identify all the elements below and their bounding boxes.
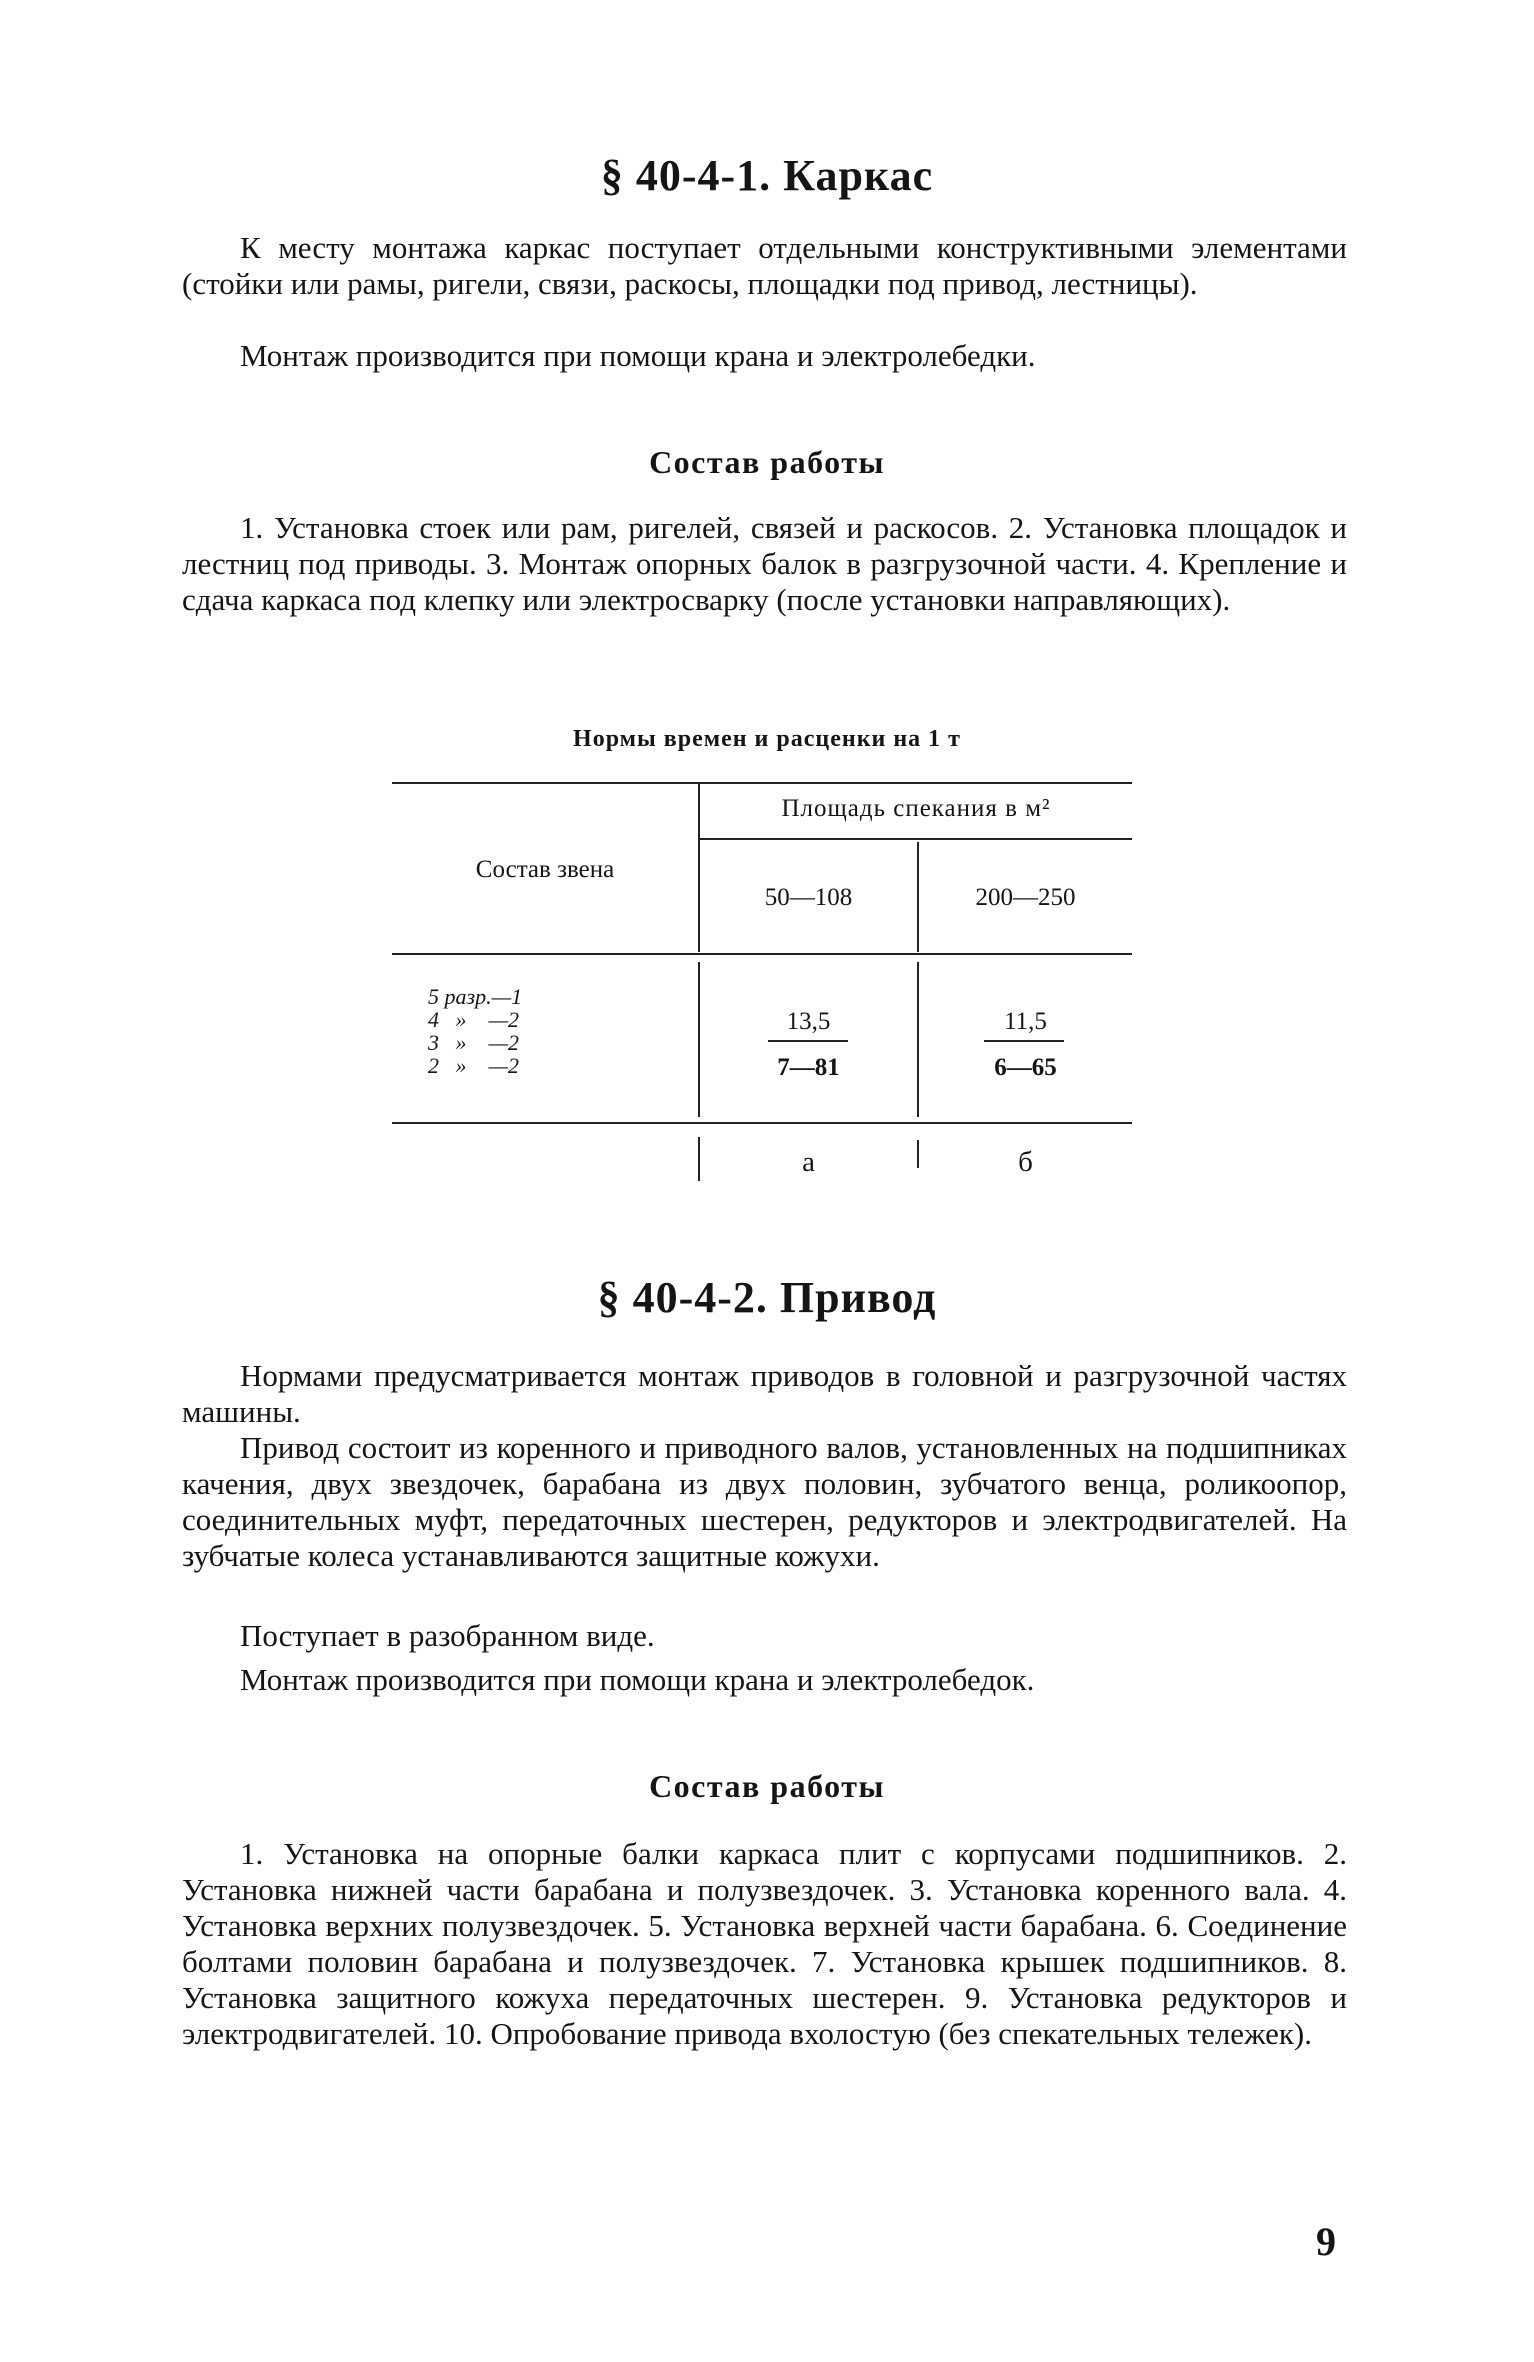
section-1-heading: § 40-4-1. Каркас: [600, 151, 934, 200]
section-2-work-text: 1. Установка на опорные балки каркаса плит с корпусами подшипников. 2. Установка нижней части барабана и полузвездочек. 3. Установка коренного вала. 4. Установка верхних полузвездочек. 5. Установка верхней части барабана. 6. Соединение болтами половин барабана и полузвездочек. 7. Установка крышек подшипников. 8. Установка защитного кожуха передаточных шестерен. 9. Установка редукторов и электродвигателей. 10. Опробование привода вхолостую (без спекательных тележек).: [182, 1836, 1347, 2051]
section-2-work-title: Состав работы: [649, 1768, 885, 1804]
table-bottom-rule: [392, 1122, 1132, 1124]
table-header-split-rule: [698, 838, 1132, 840]
norm-value-b: 11,5: [1004, 1008, 1047, 1035]
section-2-paragraph-4: Монтаж производится при помощи крана и электролебедок.: [240, 1662, 1035, 1697]
column-letter-b: б: [1018, 1146, 1033, 1178]
table-col-rule-1-body: [698, 962, 700, 1117]
crew-composition: [428, 985, 522, 1077]
rate-value-a: 7—81: [777, 1054, 840, 1081]
crew-line: 4 » —2: [428, 1007, 520, 1032]
crew-column-header: Состав звена: [475, 856, 615, 883]
fraction-line-a: [768, 1040, 848, 1042]
page-number: 9: [1316, 2219, 1336, 2264]
column-letter-a: а: [802, 1146, 815, 1178]
table-col-rule-2-body: [917, 962, 919, 1117]
fraction-line-b: [984, 1040, 1064, 1042]
crew-line: 3 » —2: [428, 1030, 520, 1055]
crew-line: 2 » —2: [428, 1053, 520, 1078]
section-1-paragraph-2: Монтаж производится при помощи крана и электролебедки.: [240, 338, 1036, 373]
section-1-work-text: 1. Установка стоек или рам, ригелей, связей и раскосов. 2. Установка площадок и лестниц под приводы. 3. Монтаж опорных балок в разгрузочной части. 4. Крепление и сдача каркаса под клепку или электросварку (после установки направляющих).: [182, 510, 1347, 617]
section-2-paragraph-2: Привод состоит из коренного и приводного валов, установленных на подшипниках качения, двух звездочек, барабана из двух половин, зубчатого венца, роликоопор, соединительных муфт, передаточных шестерен, редукторов и электродвигателей. На зубчатые колеса устанавливаются защитные кожухи.: [182, 1430, 1347, 1573]
table-header-bottom-rule: [392, 953, 1132, 955]
area-col-a-header: 50—108: [764, 884, 853, 911]
section-1-work-title: Состав работы: [649, 444, 885, 480]
norm-value-a: 13,5: [786, 1008, 831, 1035]
section-2-paragraph-1: Нормами предусматривается монтаж приводов в головной и разгрузочной частях машины.: [182, 1358, 1347, 1429]
section-2-paragraph-3: Поступает в разобранном виде.: [240, 1618, 655, 1653]
section-1-paragraph-1: К месту монтажа каркас поступает отдельными конструктивными элементами (стойки или рамы, ригели, связи, раскосы, площадки под привод, лестницы).: [182, 230, 1347, 301]
norms-table-caption: Нормы времен и расценки на 1 т: [573, 726, 961, 752]
crew-line: 5 разр.—1: [428, 984, 523, 1009]
section-2-heading: § 40-4-2. Привод: [597, 1273, 937, 1322]
rate-value-b: 6—65: [994, 1054, 1057, 1081]
table-top-rule: [392, 782, 1132, 784]
area-column-header: Площадь спекания в м²: [781, 795, 1051, 822]
area-col-b-header: 200—250: [975, 884, 1076, 911]
